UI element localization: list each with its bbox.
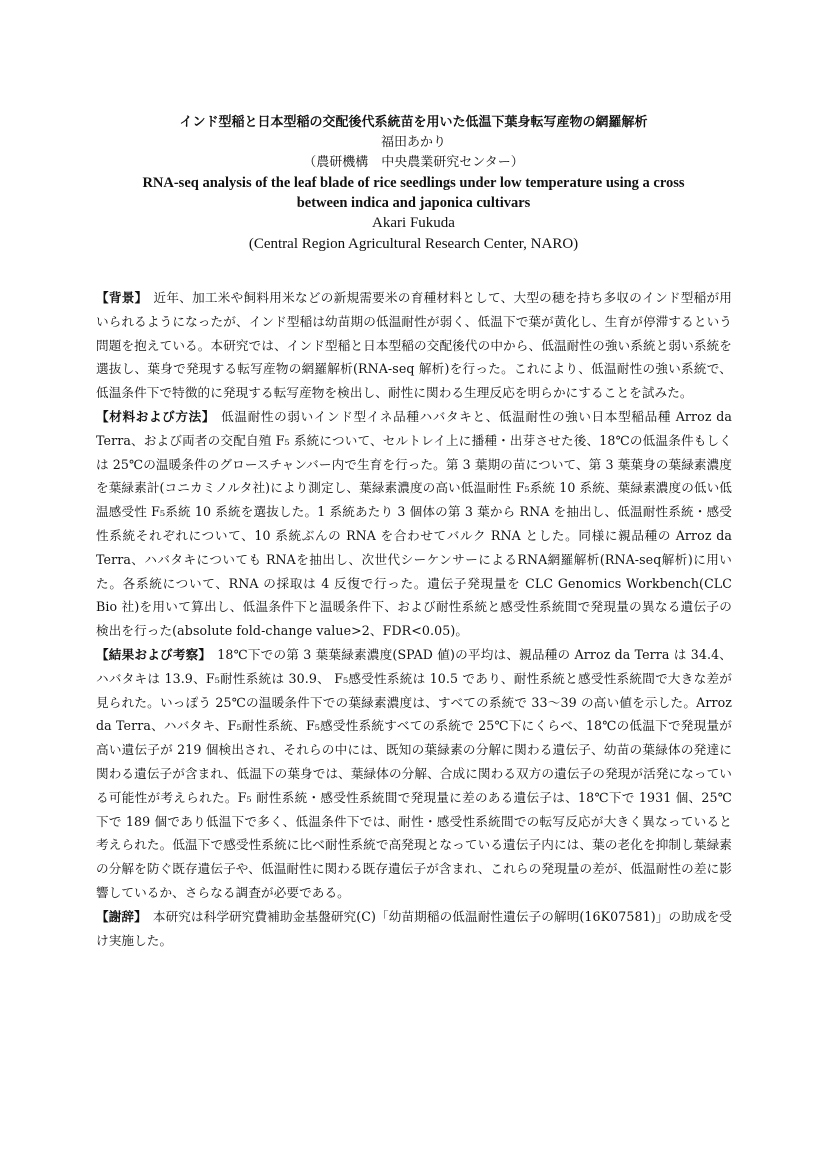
section-heading-acknowledgment: 【謝辞】 xyxy=(96,908,147,924)
section-text-results: 18℃下での第 3 葉葉緑素濃度(SPAD 値)の平均は、親品種の Arroz da Terra は 34.4、ハバタキは 13.9、F₅耐性系統は 30.9、 F₅感受性系統は 10.5 であり、耐性系統と感受性系統間で大きな差が見られた。いっぽう 25℃の温暖条件下での葉緑素濃度は、すべての系統で 33～39 の高い値を示した。Arroz da Terra、ハバタキ、F₅耐性系統、F₅感受性系統すべての系統で 25℃下にくらべ、18℃の低温下で発現量が高い遺伝子が 219 個検出され、それらの中には、既知の葉緑素の分解に関わる遺伝子、幼苗の葉緑体の発達に関わる遺伝子が含まれ、低温下の葉身では、葉緑体の分解、合成に関わる双方の遺伝子の発現が活発になっている可能性が考えられた。F₅ 耐性系統・感受性系統間で発現量に差のある遺伝子は、18℃下で 1931 個、25℃下で 189 個であり低温下で多く、低温条件下では、耐性・感受性系統間での転写反応が大きく異なっていると考えられた。低温下で感受性系統に比べ耐性系統で高発現となっている遺伝子内には、葉の老化を抑制し葉緑素の分解を防ぐ既存遺伝子や、低温耐性に関わる既存遺伝子が含まれ、これらの発現量の差が、低温耐性の差に影響しているか、さらなる調査が必要である。 xyxy=(96,646,732,900)
title-block xyxy=(0,113,827,255)
section-heading-background: 【背景】 xyxy=(96,290,148,305)
english-title-line-2: between indica and japonica cultivars xyxy=(296,195,531,211)
english-affiliation: (Central Region Agricultural Research Center, NARO) xyxy=(248,236,579,252)
section-text-acknowledgment: 本研究は科学研究費補助金基盤研究(C)「幼苗期稲の低温耐性遺伝子の解明(16K07581)」の助成を受け実施した。 xyxy=(96,908,733,948)
section-heading-results: 【結果および考察】 xyxy=(96,646,212,662)
japanese-affiliation: （農研機構 中央農業研究センター） xyxy=(303,155,524,170)
japanese-title: インド型稲と日本型稲の交配後代系統苗を用いた低温下葉身転写産物の網羅解析 xyxy=(179,115,648,130)
english-title-line-1: RNA-seq analysis of the leaf blade of rice seedlings under low temperature using a cross xyxy=(142,175,685,191)
abstract-body xyxy=(96,286,732,952)
section-heading-methods: 【材料および方法】 xyxy=(96,408,216,424)
section-methods xyxy=(96,405,732,643)
section-background xyxy=(96,286,732,405)
english-author: Akari Fukuda xyxy=(372,215,455,231)
section-results xyxy=(96,643,732,905)
section-text-methods: 低温耐性の弱いインド型イネ品種ハバタキと、低温耐性の強い日本型稲品種 Arroz da Terra、および両者の交配自殖 F₅ 系統について、セルトレイ上に播種・出芽させた後、18℃の低温条件もしくは 25℃の温暖条件のグロースチャンバー内で生育を行った。第 3 葉期の苗について、第 3 葉葉身の葉緑素濃度を葉緑素計(コニカミノルタ社)により測定し、葉緑素濃度の高い低温耐性 F₅系統 10 系統、葉緑素濃度の低い低温感受性 F₅系統 10 系統を選抜した。1 系統あたり 3 個体の第 3 葉から RNA を抽出し、低温耐性系統・感受性系統それぞれについて、10 系統ぶんの RNA を合わせてバルク RNA とした。同様に親品種の Arroz da Terra、ハバタキについても RNAを抽出し、次世代シーケンサーによるRNA網羅解析(RNA-seq解析)に用いた。各系統について、RNA の採取は 4 反復で行った。遺伝子発現量を CLC Genomics Workbench(CLC Bio 社)を用いて算出し、低温条件下と温暖条件下、および耐性系統と感受性系統間で発現量の異なる遺伝子の検出を行った(absolute fold-change value>2、FDR<0.05)。 xyxy=(96,408,732,639)
japanese-author: 福田あかり xyxy=(380,135,446,150)
section-text-background: 近年、加工米や飼料用米などの新規需要米の育種材料として、大型の穂を持ち多収のインド型稲が用いられるようになったが、インド型稲は幼苗期の低温耐性が弱く、低温下で葉が黄化し、生育が停滞するという問題を抱えている。本研究では、インド型稲と日本型稲の交配後代の中から、低温耐性の強い系統と弱い系統を選抜し、葉身で発現する転写産物の網羅解析(RNA-seq 解析)を行った。これにより、低温耐性の強い系統で、低温条件下で特徴的に発現する転写産物を検出し、耐性に関わる生理反応を明らかにすることを試みた。 xyxy=(96,290,732,401)
section-acknowledgment xyxy=(96,905,732,953)
